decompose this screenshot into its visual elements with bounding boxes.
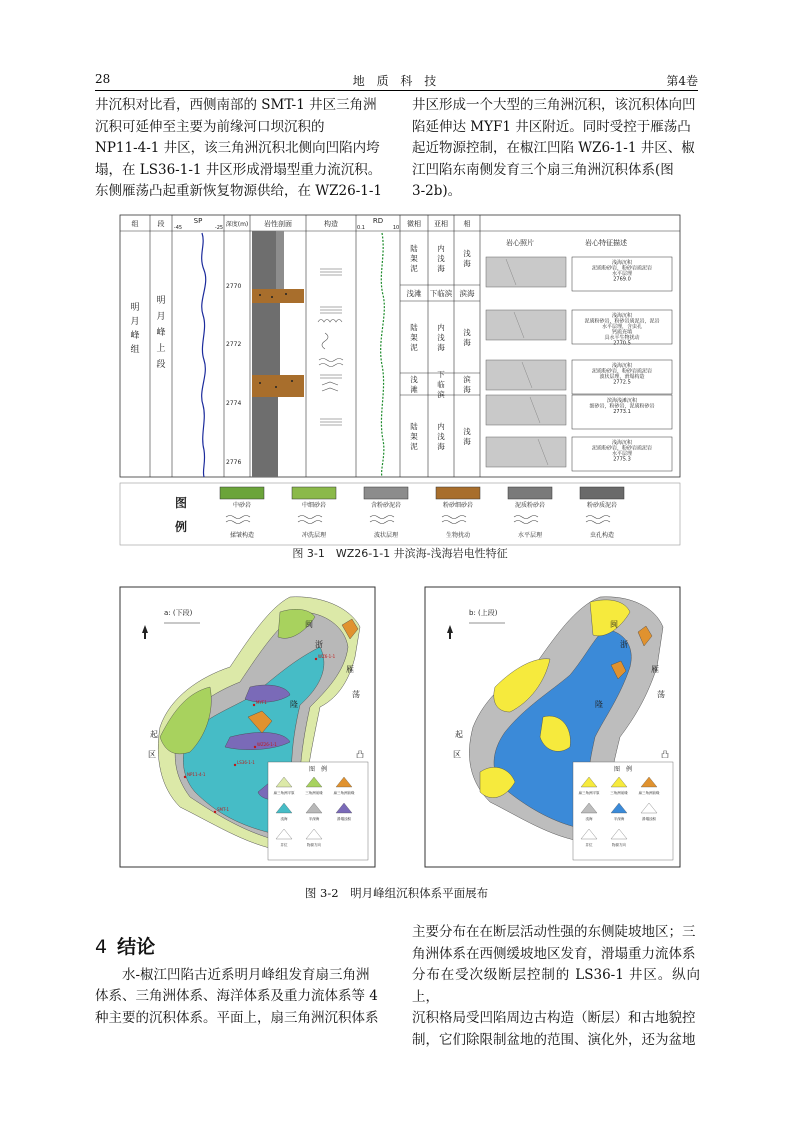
region-label: 起 bbox=[150, 730, 158, 739]
facies-cell: 浅海 bbox=[463, 249, 471, 268]
svg-text:粉砂细砂岩: 粉砂细砂岩 bbox=[442, 502, 474, 509]
svg-text:MYF1: MYF1 bbox=[256, 700, 267, 705]
section-number: 4 bbox=[95, 936, 108, 958]
region-label: 凸 bbox=[356, 750, 364, 759]
text-line: 制，它们除限制盆地的范围、演化外，还为盆地 bbox=[412, 1031, 696, 1048]
text-line: 体系、三角洲体系、海洋体系及重力流体系等 4 bbox=[95, 988, 378, 1004]
core-description bbox=[572, 395, 672, 429]
svg-text:水平层理: 水平层理 bbox=[517, 532, 543, 539]
col-header-member: 段 bbox=[157, 220, 165, 228]
depth-2776: 2776 bbox=[226, 459, 242, 466]
text-line: 井区形成一个大型的三角洲沉积，该沉积体向凹 bbox=[412, 97, 696, 113]
svg-text:浅海: 浅海 bbox=[280, 817, 288, 821]
facies-cell: 陆架泥 bbox=[410, 244, 418, 273]
svg-text:浅海沉积泥质粉砂岩，粉砂岩质泥岩水平层理2775.3: 浅海沉积泥质粉砂岩，粉砂岩质泥岩水平层理 2775.3 bbox=[591, 440, 653, 463]
svg-text:扇三角洲前缘: 扇三角洲前缘 bbox=[333, 791, 355, 795]
text-line: 主要分布在在断层活动性强的东侧陡坡地区；三 bbox=[412, 924, 696, 940]
text-line: NP11-4-1 井区，该三角洲沉积北侧向凹陷内垮 bbox=[95, 140, 380, 156]
col-header-structure: 构造 bbox=[324, 220, 338, 228]
core-description bbox=[572, 310, 672, 347]
facies-cell: 内浅海 bbox=[437, 422, 445, 451]
top-left-column bbox=[95, 95, 387, 203]
svg-text:扇三角洲平原: 扇三角洲平原 bbox=[578, 791, 600, 795]
depth-2772: 2772 bbox=[226, 341, 242, 348]
text-line: 起近物源控制，在椒江凹陷 WZ6-1-1 井区、椒 bbox=[412, 140, 695, 156]
running-header bbox=[95, 72, 698, 91]
svg-text:虫孔构造: 虫孔构造 bbox=[589, 532, 615, 539]
svg-text:浅海: 浅海 bbox=[585, 817, 593, 821]
svg-text:中细砂岩: 中细砂岩 bbox=[301, 502, 327, 509]
facies-cell: 内浅海 bbox=[437, 323, 445, 352]
text-line: 分布在受次级断层控制的 LS36-1 井区。纵向上， bbox=[412, 967, 700, 1005]
volume-label: 第4卷 bbox=[666, 74, 698, 88]
facies-cell: 内浅海 bbox=[437, 244, 445, 273]
svg-text:半深海: 半深海 bbox=[613, 817, 625, 821]
col-header-lithology: 岩性剖面 bbox=[264, 220, 292, 228]
core-photo bbox=[486, 360, 566, 390]
core-photo bbox=[486, 257, 566, 287]
map-b-legend bbox=[573, 762, 673, 860]
region-label: 浙 bbox=[315, 640, 323, 649]
facies-cell: 下临滨 bbox=[429, 289, 453, 298]
col-header-facies: 相 bbox=[463, 220, 471, 228]
svg-text:图 例: 图 例 bbox=[308, 766, 328, 773]
svg-text:冲洗层理: 冲洗层理 bbox=[301, 532, 327, 539]
svg-text:浅海沉积泥质粉砂岩，粉砂岩质泥岩水平层理2769.0: 浅海沉积泥质粉砂岩，粉砂岩质泥岩水平层理 2769.0 bbox=[591, 260, 653, 283]
section-heading bbox=[95, 932, 155, 959]
text-line: 塌，在 LS36-1-1 井区形成滑塌型重力流沉积。 bbox=[95, 161, 382, 178]
svg-text:物源方向: 物源方向 bbox=[307, 843, 321, 847]
svg-text:中砂岩: 中砂岩 bbox=[232, 502, 252, 509]
well-log-figure bbox=[120, 215, 680, 560]
text-line: 种主要的沉积体系。平面上，扇三角洲沉积体系 bbox=[95, 1009, 379, 1026]
svg-text:泥质粉砂岩: 泥质粉砂岩 bbox=[514, 502, 546, 509]
region-label: 隆 bbox=[595, 700, 603, 709]
region-label: 凸 bbox=[661, 750, 669, 759]
text-line: 水-椒江凹陷古近系明月峰组发育扇三角洲 bbox=[122, 967, 370, 983]
col-header-sp: SP bbox=[193, 217, 203, 225]
svg-text:物源方向: 物源方向 bbox=[612, 843, 626, 847]
region-label: 荡 bbox=[352, 690, 360, 699]
svg-text:LS36-1-1: LS36-1-1 bbox=[237, 760, 255, 765]
core-description bbox=[572, 360, 672, 394]
map-a-title: a: (下段) bbox=[164, 609, 193, 617]
svg-text:粉砂质泥岩: 粉砂质泥岩 bbox=[586, 502, 618, 509]
col-header-core-desc: 岩心特征描述 bbox=[585, 239, 627, 247]
svg-text:SMT-1: SMT-1 bbox=[217, 807, 230, 812]
facies-cell: 浅滩 bbox=[406, 289, 422, 298]
facies-cell: 浅海 bbox=[463, 427, 471, 446]
svg-text:三角洲前缘: 三角洲前缘 bbox=[305, 791, 323, 795]
svg-text:浅海沉积泥质粉砂岩，粉砂岩质泥岩，泥岩水平层理，含虫孔钙质充: 浅海沉积泥质粉砂岩，粉砂岩质泥岩，泥岩水平层理，含虫孔钙质充填具水平生物扰动 2770.5 bbox=[584, 313, 660, 347]
text-line: 沉积格局受凹陷周边古构造（断层）和古地貌控 bbox=[412, 1010, 696, 1026]
fig1-caption: 图 3-1 WZ26-1-1 井滨海-浅海岩电性特征 bbox=[292, 547, 508, 560]
region-label: 区 bbox=[148, 750, 156, 759]
region-label: 起 bbox=[455, 730, 463, 739]
region-label: 闽 bbox=[305, 620, 313, 629]
region-label: 隆 bbox=[290, 700, 298, 709]
section-title: 结论 bbox=[117, 936, 156, 958]
text-line: 陷延伸达 MYF1 井区附近。同时受控于雁荡凸 bbox=[412, 118, 691, 135]
col-header-rd: RD bbox=[372, 217, 384, 225]
svg-text:井位: 井位 bbox=[585, 843, 593, 847]
page-number: 28 bbox=[95, 72, 111, 86]
rd-range-max: 10 bbox=[392, 225, 400, 231]
journal-name: 地 质 科 技 bbox=[352, 74, 441, 88]
region-label: 浙 bbox=[620, 640, 628, 649]
svg-text:含粉砂泥岩: 含粉砂泥岩 bbox=[370, 502, 402, 509]
region-label: 闽 bbox=[610, 620, 618, 629]
formation-label: 明月峰组 bbox=[130, 303, 140, 355]
svg-text:浅海沉积泥质粉砂岩，粉砂岩质泥岩波状层理，滑塌构造2772.: 浅海沉积泥质粉砂岩，粉砂岩质泥岩波状层理，滑塌构造 2772.5 bbox=[591, 363, 653, 386]
col-header-group: 组 bbox=[131, 220, 139, 228]
col-header-subfacies: 亚相 bbox=[434, 220, 448, 228]
bottom-left-column-cont bbox=[95, 986, 387, 1029]
svg-text:扇三角洲平原: 扇三角洲平原 bbox=[273, 791, 295, 795]
member-label: 明月峰上段 bbox=[156, 296, 166, 370]
top-right-column bbox=[412, 95, 700, 203]
svg-text:生物扰动: 生物扰动 bbox=[445, 532, 471, 539]
legend-title-2: 例 bbox=[175, 520, 188, 534]
facies-cell: 滨海 bbox=[459, 289, 475, 298]
col-header-depth: 深度(m) bbox=[225, 221, 249, 228]
depth-2774: 2774 bbox=[226, 400, 242, 407]
legend-title-1: 图 bbox=[175, 496, 188, 510]
svg-text:半深海: 半深海 bbox=[308, 817, 320, 821]
bottom-right-column bbox=[412, 922, 700, 1051]
svg-text:NP11-4-1: NP11-4-1 bbox=[187, 772, 206, 777]
facies-cell: 浅滩 bbox=[410, 375, 418, 394]
rd-range-min: 0.1 bbox=[357, 225, 365, 231]
text-line: 江凹陷东南侧发育三个扇三角洲沉积体系(图 bbox=[412, 161, 674, 178]
svg-text:波状层理: 波状层理 bbox=[373, 532, 399, 539]
text-line: 角洲体系在西侧缓坡地区发育，滑塌重力流体系 bbox=[412, 945, 696, 962]
sp-range-max: -25 bbox=[214, 225, 224, 231]
facies-cell: 陆架泥 bbox=[410, 323, 418, 352]
text-line: 沉积可延伸至主要为前缘河口坝沉积的 bbox=[95, 118, 325, 135]
region-label: 区 bbox=[453, 750, 461, 759]
core-photo bbox=[486, 437, 566, 467]
depth-2770: 2770 bbox=[226, 283, 242, 290]
region-label: 雁 bbox=[651, 665, 659, 674]
core-description bbox=[572, 437, 672, 471]
region-label: 雁 bbox=[346, 665, 354, 674]
map-a-legend bbox=[268, 762, 368, 860]
map-upper-member bbox=[425, 587, 680, 867]
col-header-core-photo: 岩心照片 bbox=[506, 239, 534, 247]
svg-text:扇三角洲前缘: 扇三角洲前缘 bbox=[638, 791, 660, 795]
core-photo bbox=[486, 310, 566, 340]
svg-text:三角洲前缘: 三角洲前缘 bbox=[610, 791, 628, 795]
facies-cell: 陆架泥 bbox=[410, 422, 418, 451]
map-b-title: b: (上段) bbox=[469, 609, 498, 617]
svg-text:滨海浅滩沉积细砂岩，粉砂岩，泥质粉砂岩2773.1: 滨海浅滩沉积细砂岩，粉砂岩，泥质粉砂岩 2773.1 bbox=[589, 398, 655, 415]
col-header-microfacies: 微相 bbox=[407, 220, 421, 228]
facies-cell: 浅海 bbox=[463, 328, 471, 347]
text-line: 东侧雁荡凸起重新恢复物源供给，在 WZ26-1-1 bbox=[95, 183, 383, 199]
svg-text:揉皱构造: 揉皱构造 bbox=[229, 532, 255, 539]
svg-text:滑塌浊积: 滑塌浊积 bbox=[642, 817, 656, 821]
region-label: 荡 bbox=[657, 690, 665, 699]
core-photo bbox=[486, 395, 566, 425]
facies-cell: 下临滨 bbox=[437, 370, 445, 399]
bottom-left-column bbox=[95, 965, 387, 987]
sp-range-min: -45 bbox=[173, 225, 183, 231]
svg-text:WZ6-1-1: WZ6-1-1 bbox=[318, 654, 336, 659]
text-line: 井沉积对比看，西侧南部的 SMT-1 井区三角洲 bbox=[95, 97, 377, 113]
svg-text:WZ26-1-1: WZ26-1-1 bbox=[257, 742, 277, 747]
svg-text:图 例: 图 例 bbox=[613, 766, 633, 773]
map-lower-member bbox=[120, 587, 375, 867]
svg-text:滑塌浊积: 滑塌浊积 bbox=[337, 817, 351, 821]
text-line: 3-2b)。 bbox=[412, 183, 462, 199]
svg-text:井位: 井位 bbox=[280, 843, 288, 847]
facies-cell: 滨海 bbox=[463, 375, 471, 394]
core-description bbox=[572, 257, 672, 291]
fig2-caption: 图 3-2 明月峰组沉积体系平面展布 bbox=[304, 886, 489, 900]
